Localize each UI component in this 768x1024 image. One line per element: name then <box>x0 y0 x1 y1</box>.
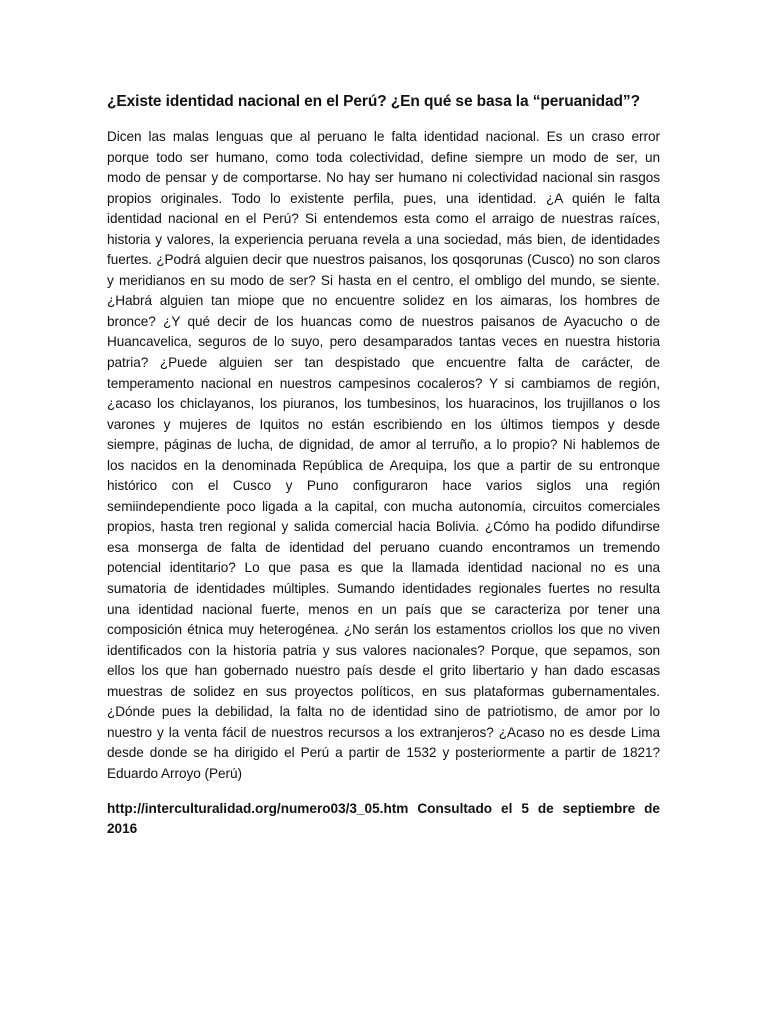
body-line: sumatoria de identidades múltiples. Sumando identidades regionales fuertes no resulta <box>107 581 660 597</box>
body-line: desde donde se ha dirigido el Perú a partir de 1532 y posteriormente a partir de 1821? <box>107 745 660 761</box>
body-line: composición étnica muy heterogénea. ¿No serán los estamentos criollos los que no viven <box>107 622 660 638</box>
document-body <box>107 127 660 785</box>
body-line: patria? ¿Puede alguien ser tan despistado que encuentre falta de carácter, de <box>107 355 660 371</box>
body-line: Huancavelica, seguros de lo suyo, pero desamparados tantas veces en nuestra historia <box>107 334 660 350</box>
body-line: propios, hasta tren regional y salida comercial hacia Bolivia. ¿Cómo ha podido difundirse <box>107 519 660 535</box>
source-citation <box>107 799 660 840</box>
body-line: y meridianos en su modo de ser? Si hasta en el centro, el ombligo del mundo, se siente. <box>107 272 660 288</box>
body-line: propios originales. Todo lo existente perfila, pues, una identidad. ¿A quién le falta <box>107 190 660 206</box>
body-line: bronce? ¿Y qué decir de los huancas como de nuestros paisanos de Ayacucho o de <box>107 313 660 329</box>
document-page <box>107 91 660 840</box>
body-line: varones y mujeres de Iquitos no están escribiendo en los últimos tiempos y desde <box>107 416 660 432</box>
body-line: ¿Dónde pues la debilidad, la falta no de identidad sino de patriotismo, de amor por lo <box>107 704 660 720</box>
body-line: muestras de solidez en sus proyectos políticos, en sus plataformas gubernamentales. <box>107 683 660 699</box>
body-line: potencial identitario? Lo que pasa es que la llamada identidad nacional no es una <box>107 560 660 576</box>
body-line: identificados con la historia patria y sus valores nacionales? Porque, que sepamos, son <box>107 642 660 658</box>
body-line: fuertes. ¿Podrá alguien decir que nuestros paisanos, los qosqorunas (Cusco) no son claros <box>107 252 660 268</box>
body-line: temperamento nacional en nuestros campesinos cocaleros? Y si cambiamos de región, <box>107 375 660 391</box>
body-line: historia y valores, la experiencia peruana revela a una sociedad, más bien, de identidades <box>107 231 660 247</box>
document-title: ¿Existe identidad nacional en el Perú? ¿En qué se basa la “peruanidad”? <box>107 93 640 110</box>
body-line: identidad nacional en el Perú? Si entendemos esta como el arraigo de nuestras raíces, <box>107 211 660 227</box>
body-line: los nacidos en la denominada República de Arequipa, los que a partir de su entronque <box>107 457 660 473</box>
body-line: nuestro y la venta fácil de nuestros recursos a los extranjeros? ¿Acaso no es desde Lima <box>107 724 660 740</box>
body-line: ¿acaso los chiclayanos, los piuranos, los tumbesinos, los huaracinos, los trujillanos o los <box>107 396 660 412</box>
body-line: modo de pensar y de comportarse. No hay ser humano ni colectividad nacional sin rasgos <box>107 170 660 186</box>
body-line: esa monserga de falta de identidad del peruano cuando encontramos un tremendo <box>107 539 660 555</box>
body-line: una identidad nacional fuerte, menos en un país que se caracteriza por tener una <box>107 601 660 617</box>
body-line: Dicen las malas lenguas que al peruano le falta identidad nacional. Es un craso error <box>107 129 660 144</box>
body-line: ellos los que han gobernado nuestro país desde el grito libertario y han dado escasas <box>107 663 660 679</box>
body-line: siempre, páginas de lucha, de dignidad, de amor al terruño, a lo propio? Ni hablemos de <box>107 437 660 453</box>
body-line: histórico con el Cusco y Puno configuraron hace varios siglos una región <box>107 478 660 494</box>
document-author: Eduardo Arroyo (Perú) <box>107 765 242 781</box>
body-line: semiindependiente poco ligada a la capital, con mucha autonomía, circuitos comerciales <box>107 498 660 514</box>
body-line: ¿Habrá alguien tan miope que no encuentre solidez en los aimaras, los hombres de <box>107 293 660 309</box>
source-line-url[interactable]: http://interculturalidad.org/numero03/3_05.htm Consultado el 5 de septiembre de <box>107 800 660 816</box>
source-line-year: 2016 <box>107 821 138 837</box>
body-line: porque todo ser humano, como toda colectividad, define siempre un modo de ser, un <box>107 149 660 165</box>
